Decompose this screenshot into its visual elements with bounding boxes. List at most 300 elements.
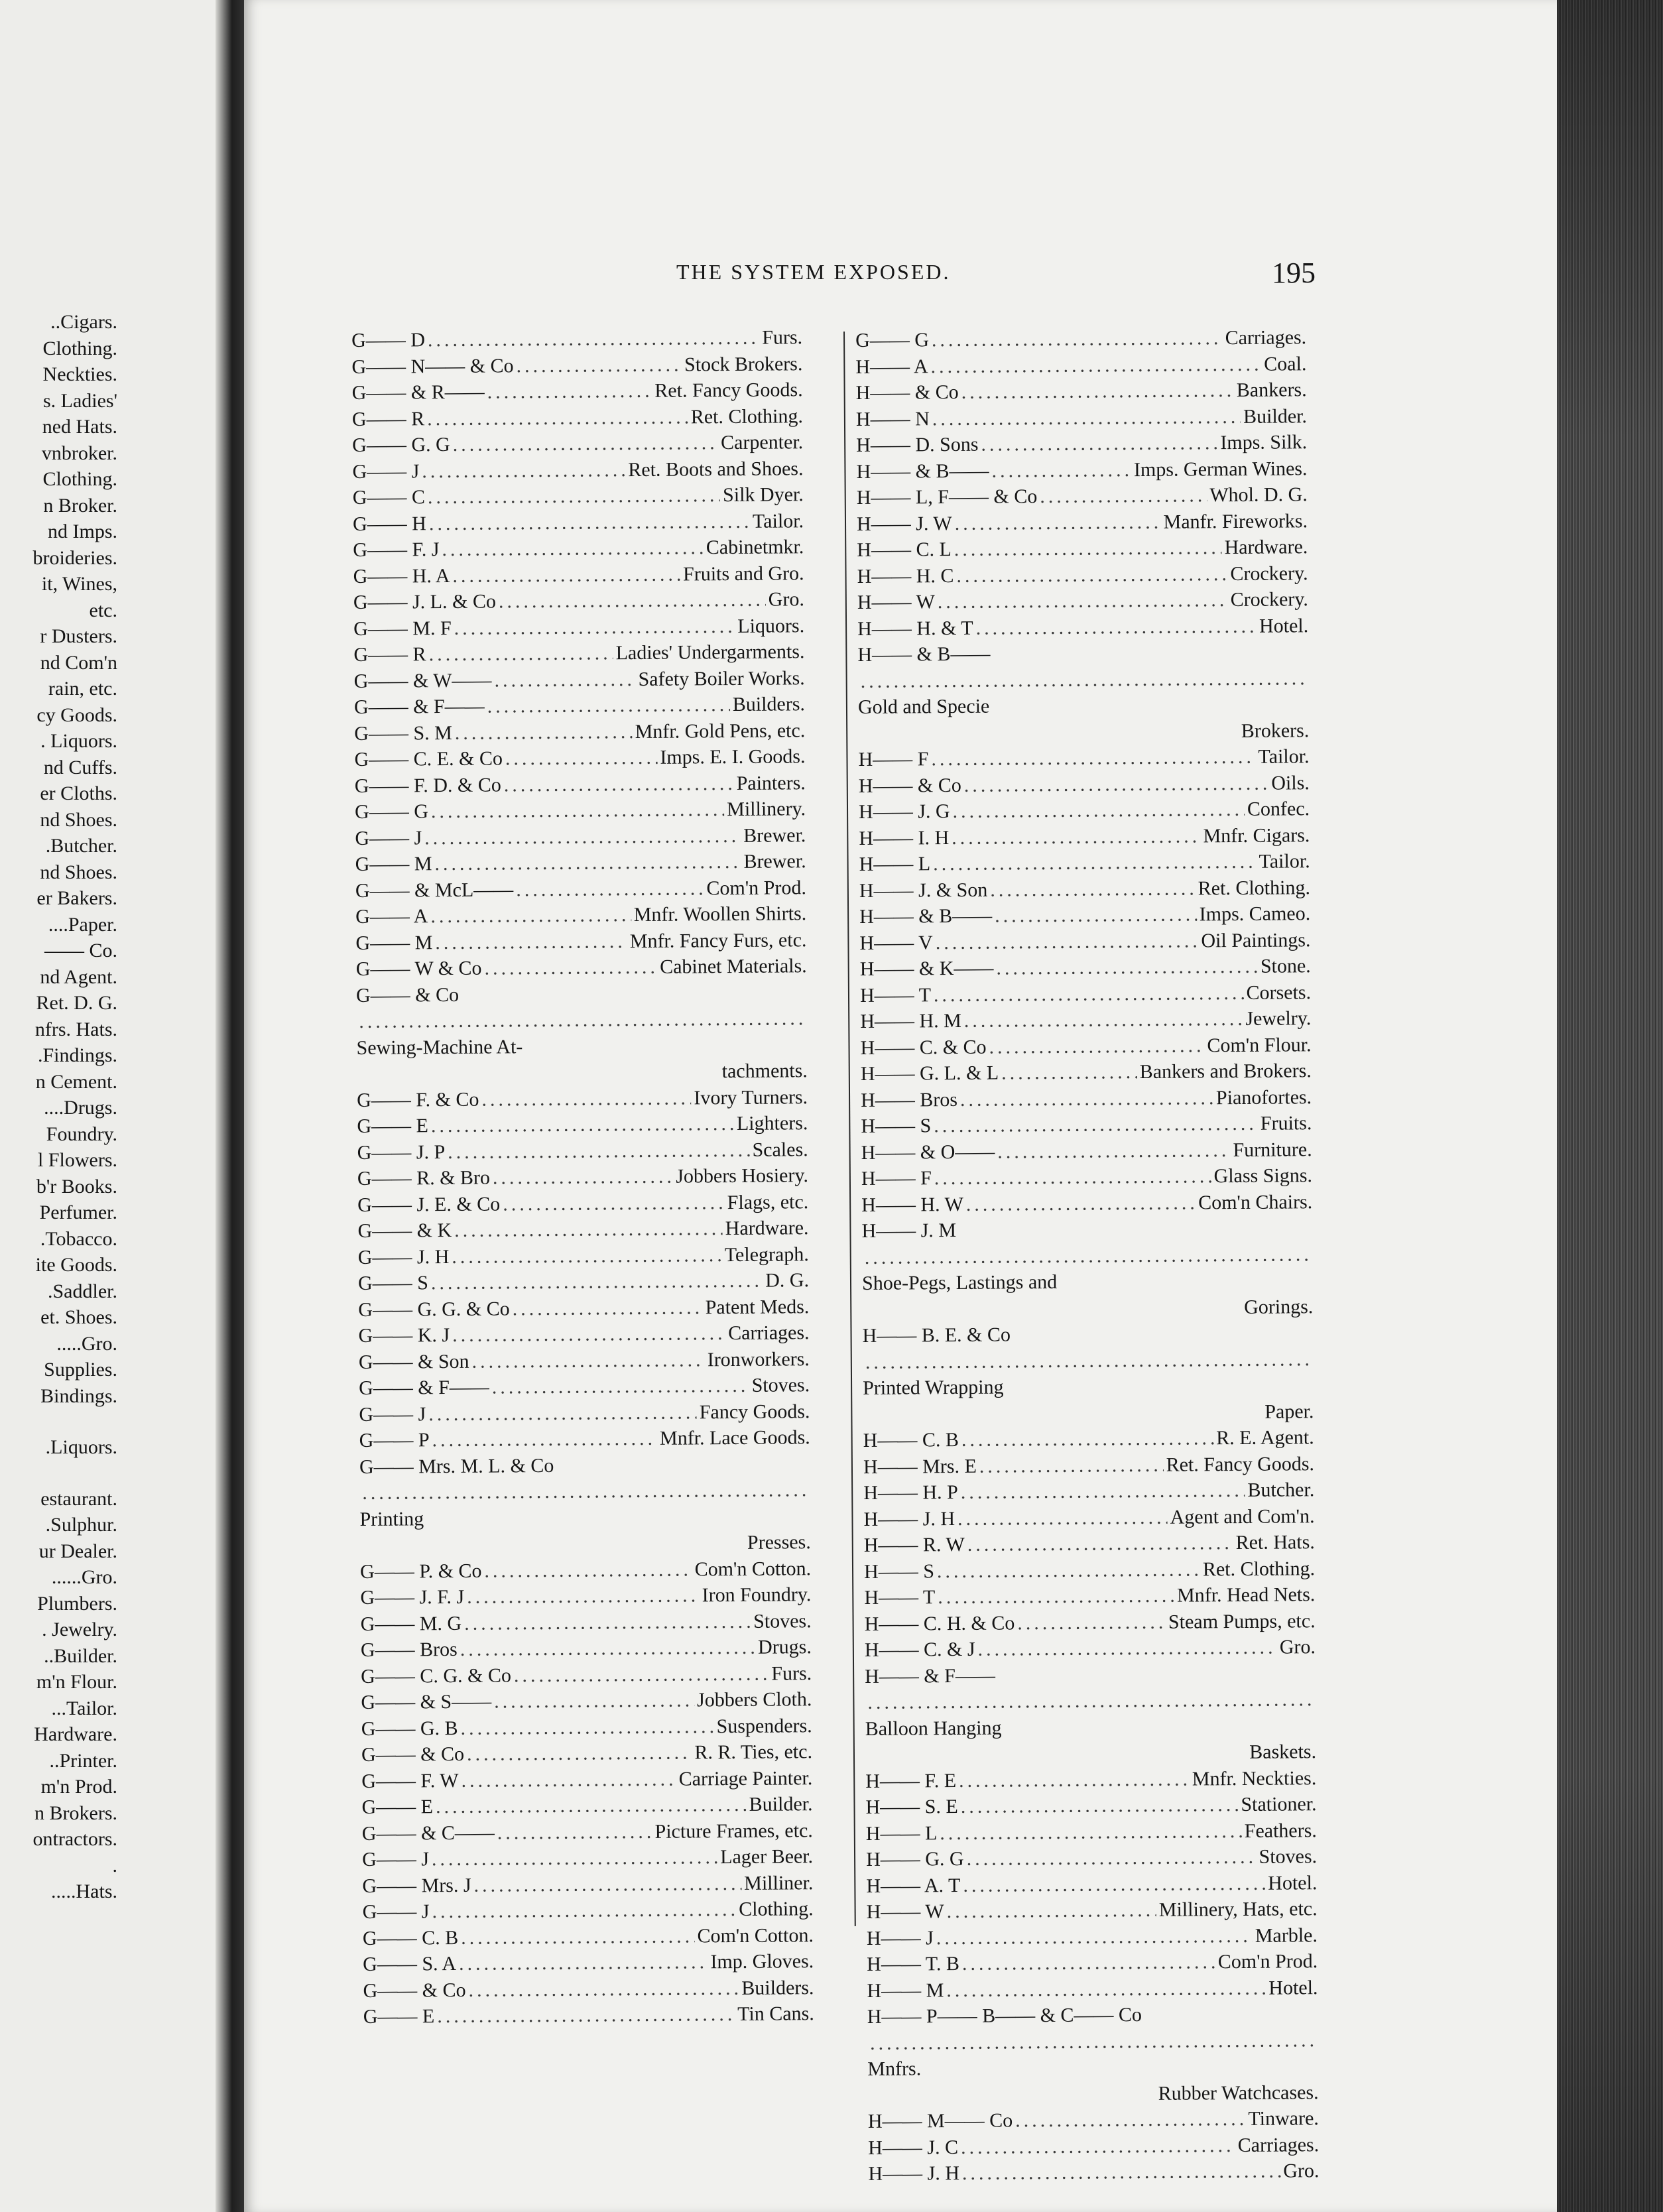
facing-page-line: ...Tailor. bbox=[51, 1697, 117, 1719]
directory-entry bbox=[861, 1162, 1312, 1192]
facing-page-line: ..Cigars. bbox=[50, 311, 117, 333]
entry-trade-continued: tachments. bbox=[721, 1060, 808, 1083]
dot-leader bbox=[437, 2001, 735, 2030]
dot-leader bbox=[955, 509, 1161, 536]
entry-trade-continued: Paper. bbox=[1264, 1400, 1314, 1423]
directory-entry bbox=[361, 1660, 812, 1690]
entry-trade: Glass Signs. bbox=[1213, 1164, 1313, 1188]
dot-leader bbox=[960, 1085, 1213, 1113]
directory-entry bbox=[360, 1556, 811, 1585]
entry-trade: Builders. bbox=[741, 1976, 814, 1999]
directory-entry bbox=[355, 770, 806, 799]
dot-leader bbox=[867, 1686, 1313, 1715]
entry-trade: R. R. Ties, etc. bbox=[694, 1741, 813, 1764]
directory-entry bbox=[357, 1110, 808, 1139]
entry-trade: Balloon Hanging bbox=[865, 1717, 1002, 1740]
directory-entry bbox=[867, 2000, 1319, 2109]
dot-leader bbox=[461, 1766, 676, 1794]
dot-leader bbox=[1040, 482, 1207, 509]
entry-name: G—— & F—— bbox=[353, 695, 485, 718]
facing-page-line: Foundry. bbox=[46, 1123, 117, 1145]
directory-entry bbox=[352, 403, 803, 432]
dot-leader bbox=[995, 901, 1197, 929]
dot-leader bbox=[516, 875, 704, 902]
dot-leader bbox=[460, 1713, 713, 1741]
entry-name: H—— & F—— bbox=[865, 1664, 995, 1688]
entry-trade: Confec. bbox=[1247, 798, 1310, 820]
dot-leader bbox=[957, 1504, 1168, 1532]
dot-leader bbox=[454, 1215, 723, 1243]
dot-leader bbox=[442, 534, 704, 562]
entry-name: H—— S bbox=[861, 1115, 932, 1137]
facing-page-line: nd Com'n bbox=[40, 651, 117, 674]
directory-entry bbox=[351, 351, 802, 380]
dot-leader bbox=[452, 1242, 722, 1270]
dot-leader bbox=[933, 849, 1257, 877]
entry-name: H—— L bbox=[865, 1821, 938, 1845]
entry-trade: Ironworkers. bbox=[707, 1347, 810, 1371]
entry-name: H—— Mrs. E bbox=[863, 1455, 977, 1478]
entry-name: H—— J. & Son bbox=[859, 879, 988, 902]
dot-leader bbox=[430, 902, 631, 930]
entry-name: G—— E bbox=[363, 2005, 435, 2028]
entry-name: G—— C. E. & Co bbox=[354, 747, 503, 770]
facing-page-line: er Cloths. bbox=[40, 782, 117, 804]
entry-name: H—— C. & Co bbox=[860, 1036, 987, 1059]
entry-name: G—— J bbox=[362, 1848, 430, 1871]
directory-entry bbox=[363, 1896, 814, 1925]
book-gutter bbox=[216, 0, 245, 2212]
directory-entry bbox=[361, 1739, 812, 1768]
facing-page-line: nd Agent. bbox=[40, 965, 117, 988]
entry-trade: Hotel. bbox=[1268, 1976, 1318, 1999]
facing-page bbox=[0, 0, 229, 2212]
entry-trade: Hotel. bbox=[1268, 1871, 1318, 1894]
entry-name: G—— Mrs. J bbox=[362, 1874, 471, 1897]
entry-name: G—— C. B bbox=[362, 1926, 459, 1949]
dot-leader bbox=[981, 430, 1217, 458]
facing-page-line: cy Goods. bbox=[36, 704, 117, 726]
facing-page-line: .Butcher. bbox=[45, 835, 117, 857]
facing-page-line: . bbox=[112, 1854, 117, 1876]
entry-name: H—— C. B bbox=[863, 1428, 959, 1451]
entry-name: H—— P—— B—— & C—— Co bbox=[867, 2004, 1142, 2028]
facing-page-line: Neckties. bbox=[42, 363, 117, 385]
entry-trade: Whol. D. G. bbox=[1209, 483, 1308, 507]
entry-name: H—— & Co bbox=[858, 774, 961, 797]
entry-name: G—— & S—— bbox=[361, 1690, 492, 1713]
entry-name: H—— L, F—— & Co bbox=[856, 485, 1038, 509]
entry-name: H—— H. P bbox=[863, 1481, 958, 1504]
entry-trade: D. G. bbox=[765, 1269, 810, 1292]
entry-trade: Mnfr. Neckties. bbox=[1192, 1766, 1317, 1790]
dot-leader bbox=[467, 1582, 700, 1610]
facing-page-line: ur Dealer. bbox=[38, 1540, 117, 1562]
facing-page-line: nd Imps. bbox=[48, 521, 117, 542]
entry-trade: Milliner. bbox=[744, 1871, 814, 1894]
entry-name: H—— F. E bbox=[865, 1769, 957, 1792]
dot-leader bbox=[428, 1399, 697, 1427]
entry-trade: Brewer. bbox=[743, 850, 806, 873]
entry-trade: Mnfr. Gold Pens, etc. bbox=[635, 719, 806, 743]
directory-entry bbox=[357, 1084, 808, 1113]
dot-leader bbox=[961, 1425, 1214, 1453]
dot-leader bbox=[454, 613, 735, 641]
entry-name: G—— R. & Bro bbox=[357, 1166, 491, 1190]
directory-entry bbox=[859, 770, 1310, 799]
dot-leader bbox=[996, 953, 1258, 981]
entry-trade: Suspenders. bbox=[716, 1714, 812, 1737]
entry-trade: Imp. Gloves. bbox=[710, 1950, 814, 1973]
facing-page-line: etc. bbox=[89, 599, 117, 621]
dot-leader bbox=[938, 1583, 1174, 1611]
directory-entry bbox=[359, 1451, 811, 1559]
entry-trade: Ret. Boots and Shoes. bbox=[628, 457, 804, 481]
dot-leader bbox=[432, 1896, 736, 1925]
entry-trade: Sewing-Machine At- bbox=[356, 1035, 523, 1059]
directory-entry bbox=[865, 1791, 1316, 1820]
dot-leader bbox=[468, 1975, 739, 2002]
directory-entry bbox=[359, 1398, 810, 1428]
facing-page-line: .Tobacco. bbox=[40, 1227, 117, 1250]
dot-leader bbox=[990, 875, 1196, 903]
facing-page-line: ....Paper. bbox=[48, 913, 117, 936]
entry-trade: Corsets. bbox=[1246, 981, 1312, 1004]
facing-page-line: er Bakers. bbox=[36, 887, 117, 909]
directory-entry bbox=[861, 1110, 1312, 1139]
directory-entry bbox=[866, 1817, 1317, 1847]
dot-leader bbox=[952, 823, 1201, 851]
directory-entry bbox=[353, 508, 804, 537]
entry-trade: Printed Wrapping bbox=[863, 1376, 1004, 1399]
directory-entry bbox=[867, 1948, 1318, 1977]
dot-leader bbox=[473, 1870, 741, 1898]
entry-name: H—— & K—— bbox=[859, 957, 994, 980]
facing-page-line: n Brokers. bbox=[34, 1802, 117, 1824]
dot-leader bbox=[934, 979, 1244, 1008]
dot-leader bbox=[514, 1660, 769, 1688]
entry-name: G—— G. G bbox=[352, 433, 450, 456]
entry-trade: Com'n Cotton. bbox=[697, 1924, 814, 1947]
entry-trade: Imps. E. I. Goods. bbox=[660, 745, 806, 768]
facing-page-line: .....Hats. bbox=[51, 1880, 117, 1902]
directory-entry bbox=[363, 1975, 814, 2004]
facing-page-line: Clothing. bbox=[42, 468, 117, 490]
dot-leader bbox=[455, 719, 633, 746]
dot-leader bbox=[427, 404, 688, 432]
directory-entry bbox=[864, 1556, 1315, 1585]
entry-trade: Iron Foundry. bbox=[702, 1583, 812, 1607]
dot-leader bbox=[467, 1739, 692, 1767]
dot-leader bbox=[932, 325, 1223, 353]
entry-name: G—— C bbox=[352, 486, 426, 509]
facing-page-line: .Findings. bbox=[37, 1044, 117, 1066]
entry-trade: Feathers. bbox=[1244, 1819, 1317, 1842]
directory-entry bbox=[861, 1137, 1312, 1166]
facing-page-line: estaurant. bbox=[40, 1487, 117, 1510]
directory-entry bbox=[857, 586, 1308, 615]
entry-name: H—— & Co bbox=[855, 381, 959, 404]
entry-trade: Stoves. bbox=[751, 1374, 810, 1396]
facing-page-line: n Cement. bbox=[35, 1070, 117, 1093]
dot-leader bbox=[453, 430, 719, 458]
directory-entry bbox=[355, 927, 806, 956]
entry-trade: Painters. bbox=[736, 771, 806, 794]
entry-name: G—— W & Co bbox=[355, 957, 482, 980]
dot-leader bbox=[997, 1137, 1230, 1165]
dot-leader bbox=[946, 1975, 1266, 2003]
entry-name: G—— & K bbox=[357, 1219, 452, 1242]
directory-entry bbox=[861, 1189, 1312, 1218]
directory-entry bbox=[357, 1162, 808, 1192]
dot-leader bbox=[431, 1111, 734, 1139]
entry-name: H—— R. W bbox=[863, 1533, 965, 1556]
entry-name: H—— J. H bbox=[863, 1507, 955, 1530]
entry-name: G—— H. A bbox=[353, 564, 450, 587]
entry-trade: Silk Dyer. bbox=[722, 483, 804, 507]
entry-trade: Hardware. bbox=[725, 1217, 809, 1240]
dot-leader bbox=[961, 1477, 1245, 1505]
entry-trade: Patent Meds. bbox=[705, 1295, 810, 1318]
directory-entry bbox=[860, 979, 1311, 1009]
entry-trade: Oil Paintings. bbox=[1201, 928, 1311, 952]
dot-leader bbox=[952, 796, 1245, 825]
entry-name: H—— A. T bbox=[866, 1874, 961, 1897]
dot-leader bbox=[422, 457, 625, 485]
facing-page-line: Perfumer. bbox=[39, 1201, 117, 1223]
entry-name: G—— & C—— bbox=[361, 1821, 495, 1845]
dot-leader bbox=[979, 1451, 1164, 1479]
facing-page-line: n Broker. bbox=[43, 494, 117, 517]
entry-name: H—— T. B bbox=[867, 1952, 960, 1975]
dot-leader bbox=[961, 2132, 1235, 2160]
entry-trade: Stationer. bbox=[1241, 1793, 1317, 1815]
entry-name: H—— J. C bbox=[868, 2136, 959, 2159]
entry-name: G—— S. M bbox=[354, 721, 452, 745]
entry-name: H—— G. L. & L bbox=[860, 1062, 999, 1085]
entry-name: G—— J. L. & Co bbox=[353, 590, 497, 613]
entry-trade: Picture Frames, etc. bbox=[654, 1819, 813, 1843]
entry-name: H—— T bbox=[864, 1586, 936, 1609]
directory-entry bbox=[357, 1215, 808, 1244]
entry-name: H—— J. G bbox=[858, 800, 950, 823]
entry-name: H—— C. H. & Co bbox=[864, 1611, 1015, 1635]
running-head: THE SYSTEM EXPOSED. bbox=[676, 260, 951, 284]
entry-trade: Fancy Goods. bbox=[699, 1400, 810, 1423]
directory-entry bbox=[861, 1058, 1312, 1087]
dot-leader bbox=[930, 351, 1261, 379]
facing-page-line: ......Gro. bbox=[51, 1566, 117, 1588]
entry-name: H—— F bbox=[858, 748, 929, 770]
entry-name: H—— H. M bbox=[860, 1009, 961, 1032]
entry-name: G—— R bbox=[353, 643, 426, 666]
directory-column-left bbox=[351, 324, 814, 2030]
dot-leader bbox=[991, 457, 1131, 484]
dot-leader bbox=[484, 954, 657, 981]
dot-leader bbox=[513, 1294, 703, 1322]
entry-trade: Steam Pumps, etc. bbox=[1168, 1609, 1316, 1633]
dot-leader bbox=[459, 1949, 708, 1977]
entry-trade: Scales. bbox=[752, 1138, 808, 1161]
entry-name: G—— J bbox=[359, 1402, 426, 1426]
dot-leader bbox=[961, 377, 1234, 405]
directory-entry bbox=[361, 1713, 812, 1742]
directory-entry bbox=[351, 324, 802, 353]
entry-trade: Imps. Cameo. bbox=[1199, 902, 1311, 926]
entry-name: H—— H. C bbox=[857, 564, 954, 587]
entry-trade: Bankers. bbox=[1236, 379, 1307, 401]
entry-name: H—— C. & J bbox=[864, 1638, 975, 1661]
entry-trade: Builders. bbox=[732, 693, 806, 716]
directory-entry bbox=[860, 1032, 1311, 1061]
entry-trade-continued: Presses. bbox=[747, 1531, 811, 1554]
directory-entry bbox=[361, 1765, 812, 1794]
directory-entry bbox=[867, 1975, 1318, 2004]
facing-page-line: .Sulphur. bbox=[45, 1514, 117, 1536]
dot-leader bbox=[464, 1608, 751, 1636]
dot-leader bbox=[428, 325, 760, 353]
facing-page-fragments bbox=[0, 309, 117, 1905]
directory-entry bbox=[355, 796, 806, 825]
dot-leader bbox=[1017, 1609, 1166, 1636]
entry-name: H—— & B—— bbox=[857, 643, 991, 666]
dot-leader bbox=[959, 1766, 1190, 1794]
entry-name: G—— & McL—— bbox=[355, 878, 514, 902]
dot-leader bbox=[487, 378, 652, 405]
entry-trade: Marble. bbox=[1255, 1924, 1318, 1947]
dot-leader bbox=[436, 1792, 747, 1820]
facing-page-line: m'n Prod. bbox=[40, 1776, 117, 1798]
directory-entry bbox=[354, 691, 805, 720]
dot-leader bbox=[932, 403, 1241, 432]
dot-leader bbox=[499, 587, 766, 615]
directory-entry bbox=[353, 481, 804, 511]
facing-page-line: Supplies. bbox=[44, 1359, 117, 1381]
directory-entry bbox=[352, 429, 803, 458]
entry-trade: Tailor. bbox=[1258, 745, 1310, 768]
facing-page-line: . Liquors. bbox=[40, 730, 117, 752]
directory-entry bbox=[356, 953, 807, 982]
directory-entry bbox=[356, 979, 808, 1087]
directory-entry bbox=[863, 1503, 1314, 1532]
directory-entry bbox=[856, 429, 1307, 458]
entry-trade-continued: Rubber Watchcases. bbox=[1158, 2081, 1319, 2105]
entry-trade: Butcher. bbox=[1247, 1479, 1315, 1501]
directory-column-right bbox=[855, 324, 1320, 2187]
directory-entry bbox=[357, 1189, 808, 1218]
dot-leader bbox=[494, 1687, 694, 1715]
dot-leader bbox=[359, 1005, 804, 1034]
facing-page-line: nd Shoes. bbox=[40, 861, 117, 883]
entry-name: H—— S bbox=[863, 1560, 935, 1583]
facing-page-line: Bindings. bbox=[40, 1384, 117, 1407]
directory-entry bbox=[857, 534, 1308, 563]
entry-name: G—— J bbox=[362, 1900, 430, 1923]
entry-trade: Jobbers Cloth. bbox=[697, 1688, 812, 1711]
directory-entry bbox=[859, 900, 1310, 930]
entry-name: H—— W bbox=[866, 1900, 944, 1923]
entry-trade: Lighters. bbox=[736, 1112, 808, 1135]
directory-entry bbox=[860, 1005, 1311, 1034]
entry-trade: Stoves. bbox=[753, 1609, 812, 1632]
directory-entry bbox=[363, 1948, 814, 1977]
facing-page-line: b'r Books. bbox=[36, 1175, 117, 1198]
entry-trade: Mnfr. Woollen Shirts. bbox=[633, 902, 807, 926]
entry-name: H—— M bbox=[867, 1979, 944, 2002]
directory-entry bbox=[863, 1424, 1314, 1453]
entry-name: G—— F. D. & Co bbox=[354, 773, 501, 797]
directory-entry bbox=[358, 1267, 809, 1296]
page-edges bbox=[1557, 0, 1663, 2212]
entry-trade: Tinware. bbox=[1248, 2107, 1319, 2130]
directory-entry bbox=[359, 1346, 810, 1375]
entry-trade: Drugs. bbox=[757, 1636, 812, 1658]
dot-leader bbox=[493, 1164, 674, 1191]
directory-entry bbox=[862, 1320, 1314, 1428]
entry-name: G—— G bbox=[855, 329, 930, 351]
facing-page-line: ..Builder. bbox=[44, 1644, 117, 1667]
dot-leader bbox=[431, 796, 725, 825]
entry-trade: Shoe-Pegs, Lastings and bbox=[861, 1270, 1058, 1294]
facing-page-line: nd Shoes. bbox=[40, 808, 117, 831]
directory-entry bbox=[865, 1660, 1316, 1768]
dot-leader bbox=[432, 1844, 717, 1873]
directory-entry bbox=[857, 560, 1308, 589]
entry-name: H—— I. H bbox=[859, 826, 950, 849]
facing-page-line: .Saddler. bbox=[48, 1280, 117, 1302]
dot-leader bbox=[865, 1241, 1310, 1270]
dot-leader bbox=[934, 1111, 1258, 1139]
dot-leader bbox=[452, 561, 680, 589]
entry-trade: Coal. bbox=[1264, 352, 1307, 375]
dot-leader bbox=[431, 1268, 763, 1296]
entry-name: H—— W bbox=[857, 591, 935, 613]
dot-leader bbox=[977, 1634, 1276, 1663]
directory-entry bbox=[352, 377, 803, 406]
facing-page-line: rain, etc. bbox=[48, 678, 117, 700]
dot-leader bbox=[931, 744, 1255, 772]
entry-name: H—— V bbox=[859, 931, 933, 954]
entry-trade: Furs. bbox=[771, 1662, 812, 1685]
dot-leader bbox=[516, 351, 682, 379]
dot-leader bbox=[487, 692, 730, 719]
entry-name: H—— T bbox=[859, 983, 932, 1007]
facing-page-line: —— Co. bbox=[44, 940, 117, 961]
directory-entry bbox=[856, 456, 1307, 485]
dot-leader bbox=[865, 1346, 1311, 1375]
entry-trade: Clothing. bbox=[739, 1898, 814, 1920]
dot-leader bbox=[934, 1163, 1211, 1191]
facing-page-line: Clothing. bbox=[42, 337, 117, 359]
directory-entry bbox=[857, 639, 1309, 747]
directory-entry bbox=[355, 822, 806, 851]
entry-name: G—— & Co bbox=[363, 1979, 466, 2002]
directory-entry bbox=[859, 796, 1310, 825]
entry-trade: Ivory Turners. bbox=[694, 1085, 808, 1109]
entry-name: G—— A bbox=[355, 905, 428, 928]
facing-page-line: Hardware. bbox=[34, 1723, 117, 1745]
entry-trade: Bankers and Brokers. bbox=[1139, 1060, 1312, 1083]
entry-trade: Liquors. bbox=[737, 614, 805, 637]
entry-trade: Tailor. bbox=[1259, 850, 1310, 873]
directory-entry bbox=[361, 1686, 812, 1715]
directory-entry bbox=[859, 848, 1310, 877]
facing-page-line: ....Drugs. bbox=[44, 1097, 117, 1119]
entry-name: H—— & B—— bbox=[859, 904, 993, 928]
entry-name: H—— F bbox=[861, 1167, 932, 1190]
entry-trade: Crockery. bbox=[1230, 588, 1308, 611]
entry-name: H—— A bbox=[855, 355, 928, 378]
